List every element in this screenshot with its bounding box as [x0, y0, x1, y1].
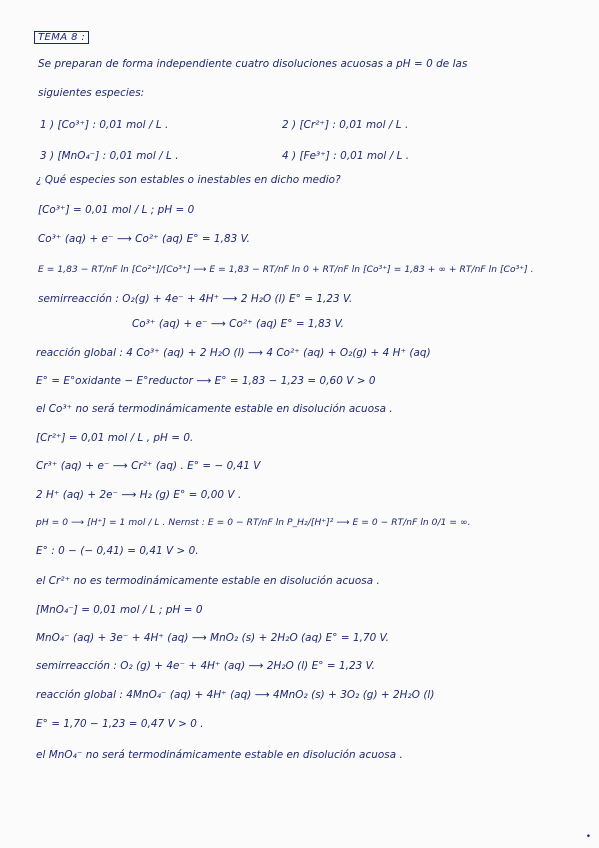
text-line: Co³⁺ (aq) + e⁻ ⟶ Co²⁺ (aq) E° = 1,83 V.	[38, 233, 250, 245]
text-line: E° : 0 − (− 0,41) = 0,41 V > 0.	[36, 545, 199, 557]
text-line: siguientes especies:	[38, 87, 145, 99]
text-line: [Co³⁺] = 0,01 mol / L ; pH = 0	[38, 204, 195, 216]
text-line: semirreacción : O₂ (g) + 4e⁻ + 4H⁺ (aq) ⟶ 2H₂O (l) E° = 1,23 V.	[36, 660, 375, 672]
text-line: [MnO₄⁻] = 0,01 mol / L ; pH = 0	[36, 604, 203, 616]
text-line: 4 ) [Fe³⁺] : 0,01 mol / L .	[282, 150, 410, 162]
text-line: Se preparan de forma independiente cuatro disoluciones acuosas a pH = 0 de las	[38, 58, 468, 70]
text-line: 2 H⁺ (aq) + 2e⁻ ⟶ H₂ (g) E° = 0,00 V .	[36, 489, 242, 501]
text-line: el MnO₄⁻ no será termodinámicamente estable en disolución acuosa .	[36, 749, 403, 761]
text-line: reacción global : 4 Co³⁺ (aq) + 2 H₂O (l) ⟶ 4 Co²⁺ (aq) + O₂(g) + 4 H⁺ (aq)	[36, 347, 431, 359]
text-line: 2 ) [Cr²⁺] : 0,01 mol / L .	[282, 119, 409, 131]
text-line: reacción global : 4MnO₄⁻ (aq) + 4H⁺ (aq) ⟶ 4MnO₂ (s) + 3O₂ (g) + 2H₂O (l)	[36, 689, 435, 701]
text-line: [Cr²⁺] = 0,01 mol / L , pH = 0.	[36, 432, 194, 444]
text-line: el Cr²⁺ no es termodinámicamente estable en disolución acuosa .	[36, 575, 380, 587]
text-line: ¿ Qué especies son estables o inestables en dicho medio?	[36, 174, 341, 186]
text-line: Co³⁺ (aq) + e⁻ ⟶ Co²⁺ (aq) E° = 1,83 V.	[132, 318, 344, 330]
text-line: semirreacción : O₂(g) + 4e⁻ + 4H⁺ ⟶ 2 H₂O (l) E° = 1,23 V.	[38, 293, 353, 305]
text-line: E = 1,83 − RT/nF ln [Co²⁺]/[Co³⁺] ⟶ E = 1,83 − RT/nF ln 0 + RT/nF ln [Co³⁺] = 1,83 + ∞ + RT/nF ln [Co³⁺] .	[38, 265, 534, 275]
text-line: MnO₄⁻ (aq) + 3e⁻ + 4H⁺ (aq) ⟶ MnO₂ (s) + 2H₂O (aq) E° = 1,70 V.	[36, 632, 390, 644]
text-line: 1 ) [Co³⁺] : 0,01 mol / L .	[40, 119, 169, 131]
corner-mark: •	[585, 832, 591, 842]
text-line: 3 ) [MnO₄⁻] : 0,01 mol / L .	[40, 150, 179, 162]
text-line: E° = E°oxidante − E°reductor ⟶ E° = 1,83 − 1,23 = 0,60 V > 0	[36, 375, 376, 387]
text-line: pH = 0 ⟶ [H⁺] = 1 mol / L . Nernst : E = 0 − RT/nF ln P_H₂/[H⁺]² ⟶ E = 0 − RT/nF ln 0/1 = ∞.	[36, 518, 471, 528]
page-title: TEMA 8 :	[34, 31, 89, 44]
text-line: Cr³⁺ (aq) + e⁻ ⟶ Cr²⁺ (aq) . E° = − 0,41 V	[36, 460, 261, 472]
text-line: el Co³⁺ no será termodinámicamente estable en disolución acuosa .	[36, 403, 393, 415]
text-line: E° = 1,70 − 1,23 = 0,47 V > 0 .	[36, 718, 204, 730]
